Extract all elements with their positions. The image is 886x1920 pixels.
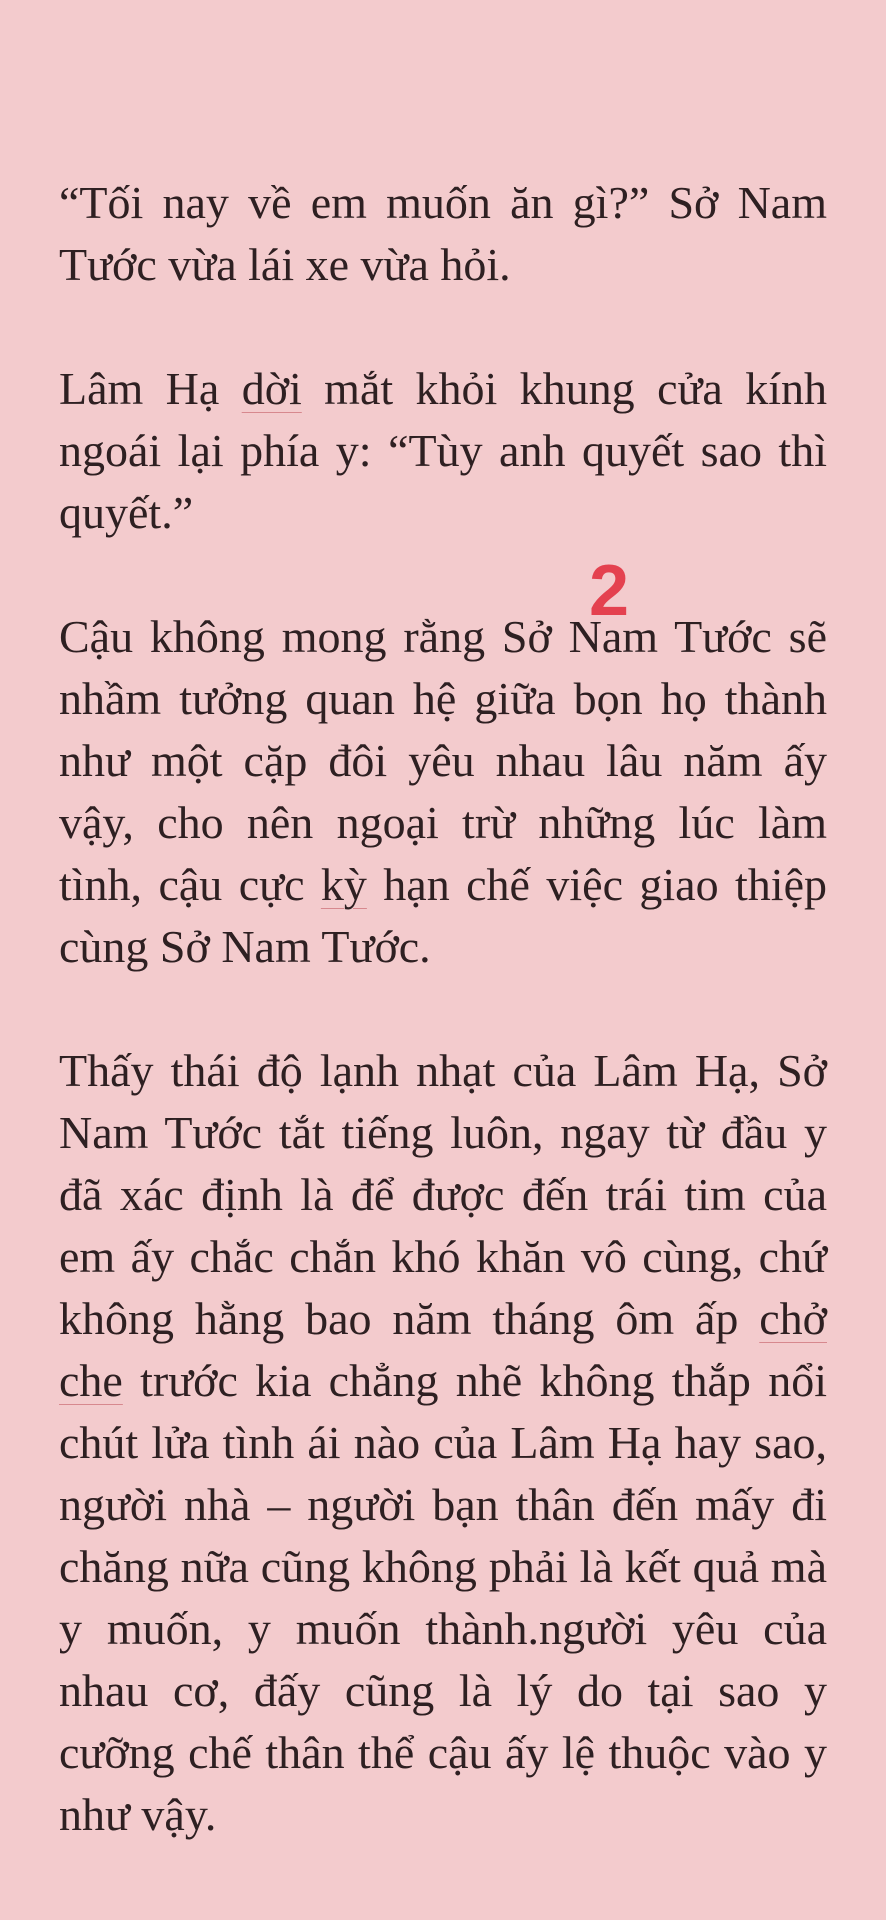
paragraph-continuation — [59, 1040, 827, 1846]
paragraph-reflection — [59, 606, 827, 978]
paragraph-text: Thấy thái độ lạnh nhạt của Lâm Hạ, Sở Nam Tước tắt tiếng luôn, ngay từ đầu y đã xác định là để được đến trái tim của em ấy chắc chắn khó khăn vô cùng, chứ không hằng bao năm tháng ôm ấp — [59, 1045, 827, 1344]
page-number-marker: 2 — [588, 551, 630, 631]
paragraph-text: hạn chế việc giao thiệp cùng Sở Nam Tước. — [59, 859, 827, 972]
story-text — [59, 172, 827, 1846]
paragraph-text: “Tối nay về em muốn ăn gì?” Sở Nam Tước vừa lái xe vừa hỏi. — [59, 177, 827, 290]
paragraph-question — [59, 172, 827, 296]
underlined-word: kỳ — [320, 859, 367, 910]
underlined-phrase: chở che — [59, 1293, 827, 1406]
paragraph-text: mắt khỏi khung cửa kính ngoái lại phía y: “Tùy anh quyết sao thì quyết.” — [59, 363, 827, 538]
paragraph-text: trước kia chẳng nhẽ không thắp nổi chút lửa tình ái nào của Lâm Hạ hay sao, người nhà – người bạn thân đến mấy đi chăng nữa cũng không phải là kết quả mà y muốn, y muốn thành.người yêu của nhau cơ, đấy cũng là lý do tại sao y cưỡng chế thân thể cậu ấy lệ thuộc vào y như vậy. — [59, 1355, 827, 1840]
underlined-word: dời — [241, 363, 302, 414]
paragraph-answer — [59, 358, 827, 544]
paragraph-text: Cậu không mong rằng Sở Nam Tước sẽ nhầm tưởng quan hệ giữa bọn họ thành như một cặp đôi yêu nhau lâu năm ấy vậy, cho nên ngoại trừ những lúc làm tình, cậu cực — [59, 611, 827, 910]
paragraph-text: Lâm Hạ — [59, 363, 242, 414]
